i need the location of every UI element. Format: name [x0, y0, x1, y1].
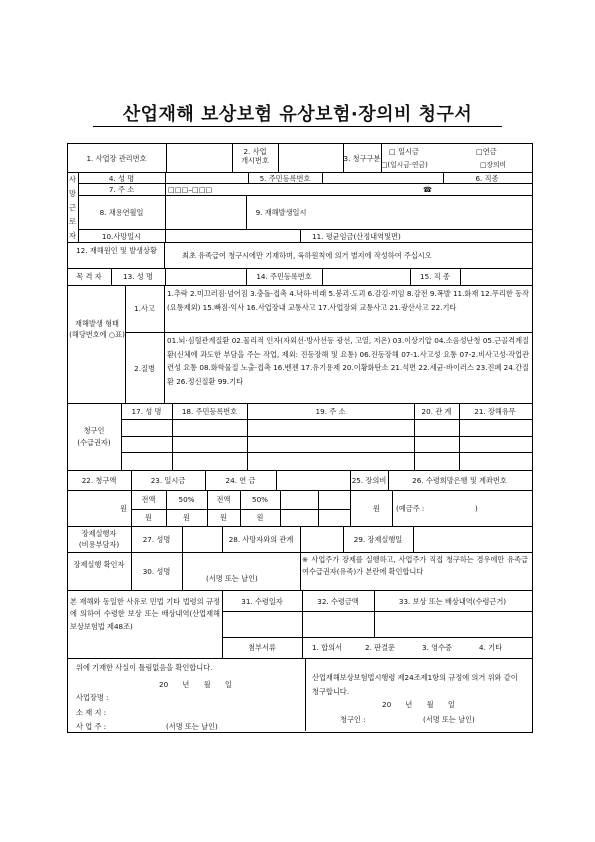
- row-divider: [78, 195, 532, 196]
- funeral-label: 25. 장의비: [351, 476, 387, 485]
- col-divider: [305, 658, 306, 731]
- mgmt-no-label: 1. 사업장 관리번호: [86, 154, 147, 163]
- claimant-label: 청구인 (수급권자): [77, 426, 111, 447]
- witness-rrn-label: 14. 주민등록번호: [256, 272, 312, 281]
- won-unit: 원: [120, 504, 127, 513]
- col-divider: [300, 526, 301, 590]
- hire-date-label: 8. 채용연월일: [99, 208, 144, 217]
- claimant-relation-label: 20. 관 계: [421, 407, 452, 416]
- receipt-date-label: 31. 수령일자: [241, 597, 283, 606]
- col-divider: [165, 229, 166, 242]
- attachment-judgment: 2. 판결문: [365, 643, 395, 652]
- row-divider: [78, 183, 532, 184]
- option-lump-sum[interactable]: □ 일시금: [389, 147, 419, 156]
- row-divider: [67, 268, 532, 269]
- receipt-amount-label: 32. 수령금액: [317, 597, 359, 606]
- funeral-confirm-note: ※ 사업주가 장제를 실행하고, 사업주가 직접 청구하는 경우에만 유족급여수급권자(유족)가 본란에 확인합니다: [302, 555, 528, 576]
- row-divider: [121, 436, 532, 437]
- row-divider: [67, 285, 532, 286]
- phone-icon: ☎: [423, 185, 432, 194]
- col-divider: [125, 285, 126, 403]
- bank-label: 26. 수령희망은행 및 계좌번호: [412, 476, 507, 485]
- won-unit: 원: [183, 513, 190, 522]
- deceased-addr-label: 7. 주 소: [108, 185, 135, 194]
- types-label: 재해발생 형태 (해당번호에 ○표): [69, 319, 125, 339]
- won-unit: 원: [220, 513, 227, 522]
- claimant-name-label: 17. 성 명: [131, 407, 162, 416]
- row-divider: [121, 452, 532, 453]
- claim-type-label: 3. 청구구분: [343, 154, 381, 163]
- deceased-name-label: 4. 성 명: [108, 174, 135, 183]
- accident-type-options: 1.추락 2.미끄러짐·넘어짐 3.충돌·접촉 4.낙하·비래 5.붕괴·도괴 6.감김·끼임 8.감전 9.폭발 11.화재 12.무리한 동작(요통제외) 15.빠짐·익사 16.사업장내 교통사고 17.사업장외 교통사고 21.광산사고 22.기타: [167, 289, 529, 312]
- attachment-other: 4. 기타: [479, 643, 503, 652]
- sign-placeholder: (서명 또는 날인): [206, 574, 258, 583]
- col-divider: [392, 490, 393, 526]
- sign-placeholder: (서명 또는 날인): [166, 722, 218, 731]
- full-amount-label: 전액: [216, 495, 231, 504]
- won-unit: 원: [373, 504, 380, 513]
- pension-label: 24. 연 금: [225, 476, 256, 485]
- row-divider: [67, 403, 532, 404]
- col-divider: [165, 268, 166, 285]
- footer-claim-statement: 산업재해보상보험법시행령 제24조제1항의 규정에 의거 위와 같이 청구합니다.: [312, 673, 518, 696]
- claimant-addr-label: 19. 주 소: [315, 407, 346, 416]
- col-divider: [413, 526, 414, 552]
- col-divider: [318, 490, 319, 526]
- fifty-percent-label: 50%: [252, 495, 268, 504]
- workplace-name-label: 사업장명 :: [76, 693, 109, 702]
- claimant-disability-label: 21. 장해유무: [474, 407, 516, 416]
- disease-type-options: 01.뇌·심혈관계질환 02.물리적 인자(자외선·방사선등 광선, 고열, 저온) 03.이상기압 04.소음성난청 05.근골격계질환(신체에 과도한 부담을 주는 작업, 제외: 진동장해 및 요통) 06.진동장해 07-1.사고성 요통 07-2.비사고성·작업관련성 요통 08.화학물질 노출·접촉 16.벤젠 17.유기용제 20.이황화탄소 21.석면 22.세균·바이러스 23.진폐 24.간질환 26.정신질환 99.기타: [167, 336, 529, 386]
- start-date-label: 2. 사업 개시번호: [241, 147, 269, 165]
- disease-type-label: 2.질병: [134, 364, 155, 373]
- close-paren: ): [475, 504, 478, 513]
- row-divider: [67, 490, 532, 491]
- row-divider: [222, 611, 532, 612]
- side-char: 사: [69, 175, 76, 184]
- option-funeral[interactable]: □장의비: [480, 161, 507, 169]
- col-divider: [302, 637, 303, 658]
- row-divider: [67, 590, 532, 591]
- row-divider: [67, 242, 532, 243]
- funeral-exec-date-label: 29. 장제실행일: [353, 535, 403, 544]
- deceased-rrn-label: 5. 주민등록번호: [259, 174, 311, 183]
- funeral-confirm-label: 장제실행 확인자: [73, 560, 125, 569]
- side-char: 로: [69, 217, 76, 226]
- col-divider: [280, 490, 281, 526]
- funeral-exec-name-label: 27. 성명: [142, 535, 171, 544]
- attachment-agreement: 1. 합의서: [312, 643, 342, 652]
- fifty-percent-label: 50%: [178, 495, 195, 504]
- row-divider: [78, 229, 532, 230]
- col-divider: [460, 268, 461, 285]
- col-divider: [300, 229, 301, 242]
- workplace-address-label: 소 재 지 :: [76, 708, 107, 717]
- attachment-receipt: 3. 영수증: [422, 643, 452, 652]
- title-underline: [93, 126, 502, 127]
- death-date-label: 10.사망일시: [101, 232, 142, 241]
- row-divider: [67, 470, 532, 471]
- witness-job-label: 15. 직 종: [420, 272, 450, 281]
- col-divider: [166, 143, 167, 172]
- postcode-boxes[interactable]: □□□–□□□: [168, 185, 213, 194]
- cause-instruction: 최초 유족급여 청구시에만 기재하며, 육하원칙에 의거 별지에 작성하여 주십시오: [182, 251, 432, 260]
- claimant-sign-label: 청구인 :: [340, 715, 366, 724]
- col-divider: [164, 242, 165, 268]
- col-divider: [278, 143, 279, 172]
- compensation-label: 본 재해와 동일한 사유로 민법 기타 법령의 규정에 의하여 수령한 보상 또는 배상내역(산업재해보상보험법 제48조): [70, 597, 220, 631]
- funeral-confirm-name-label: 30. 성명: [142, 567, 171, 576]
- option-lump-pension[interactable]: □(일시금·연금): [381, 161, 428, 169]
- won-unit: 원: [145, 513, 152, 522]
- row-divider: [222, 637, 532, 638]
- witness-label: 목 격 자: [76, 272, 102, 281]
- side-char: 자: [69, 231, 76, 240]
- witness-name-label: 13. 성 명: [123, 272, 153, 281]
- accident-type-label: 1.사고: [134, 304, 155, 313]
- row-divider: [121, 419, 532, 420]
- col-divider: [165, 172, 166, 195]
- funeral-exec-label: 장제실행자 (비용부담자): [78, 529, 120, 549]
- row-divider: [125, 332, 532, 333]
- footer-left-date: 20 년 월 일: [159, 680, 232, 689]
- footer-right-date: 20 년 월 일: [382, 700, 455, 709]
- full-amount-label: 전액: [141, 495, 156, 504]
- accident-date-label: 9. 재해발생일시: [255, 208, 307, 217]
- footer-confirm-text: 위에 기재한 사실이 틀림없음을 확인합니다.: [76, 663, 213, 672]
- deceased-job-label: 6. 직종: [475, 174, 499, 183]
- lump-sum-label: 23. 일시금: [150, 476, 186, 485]
- option-pension[interactable]: □연금: [476, 147, 497, 156]
- funeral-exec-relation-label: 28. 사망자와의 관계: [228, 535, 294, 544]
- claim-amount-label: 22. 청구액: [81, 476, 117, 485]
- col-divider: [276, 470, 277, 490]
- claimant-rrn-label: 18. 주민등록번호: [181, 407, 238, 416]
- side-char: 근: [69, 203, 76, 212]
- deposit-holder-label: (예금주 :: [396, 504, 425, 513]
- col-divider: [165, 195, 166, 229]
- side-char: 망: [69, 189, 76, 198]
- won-unit: 원: [256, 513, 264, 522]
- col-divider: [322, 268, 323, 285]
- row-divider: [67, 658, 532, 659]
- page-title: 산업재해 보상보험 유상보험·장의비 청구서: [122, 104, 473, 125]
- attachments-label: 첨부서류: [248, 643, 276, 652]
- employer-label: 사 업 주 :: [76, 722, 107, 731]
- compensation-detail-label: 33. 보상 또는 배상내역(수령근거): [398, 597, 507, 606]
- row-divider: [67, 172, 532, 173]
- sign-placeholder: (서명 또는 날인): [423, 715, 475, 724]
- cause-label: 12. 재해원인 및 발생상황: [76, 246, 157, 255]
- avg-wage-label: 11. 평균임금(산정내역및면): [312, 232, 401, 241]
- col-divider: [182, 526, 183, 590]
- col-divider: [164, 285, 165, 403]
- col-divider: [322, 172, 323, 183]
